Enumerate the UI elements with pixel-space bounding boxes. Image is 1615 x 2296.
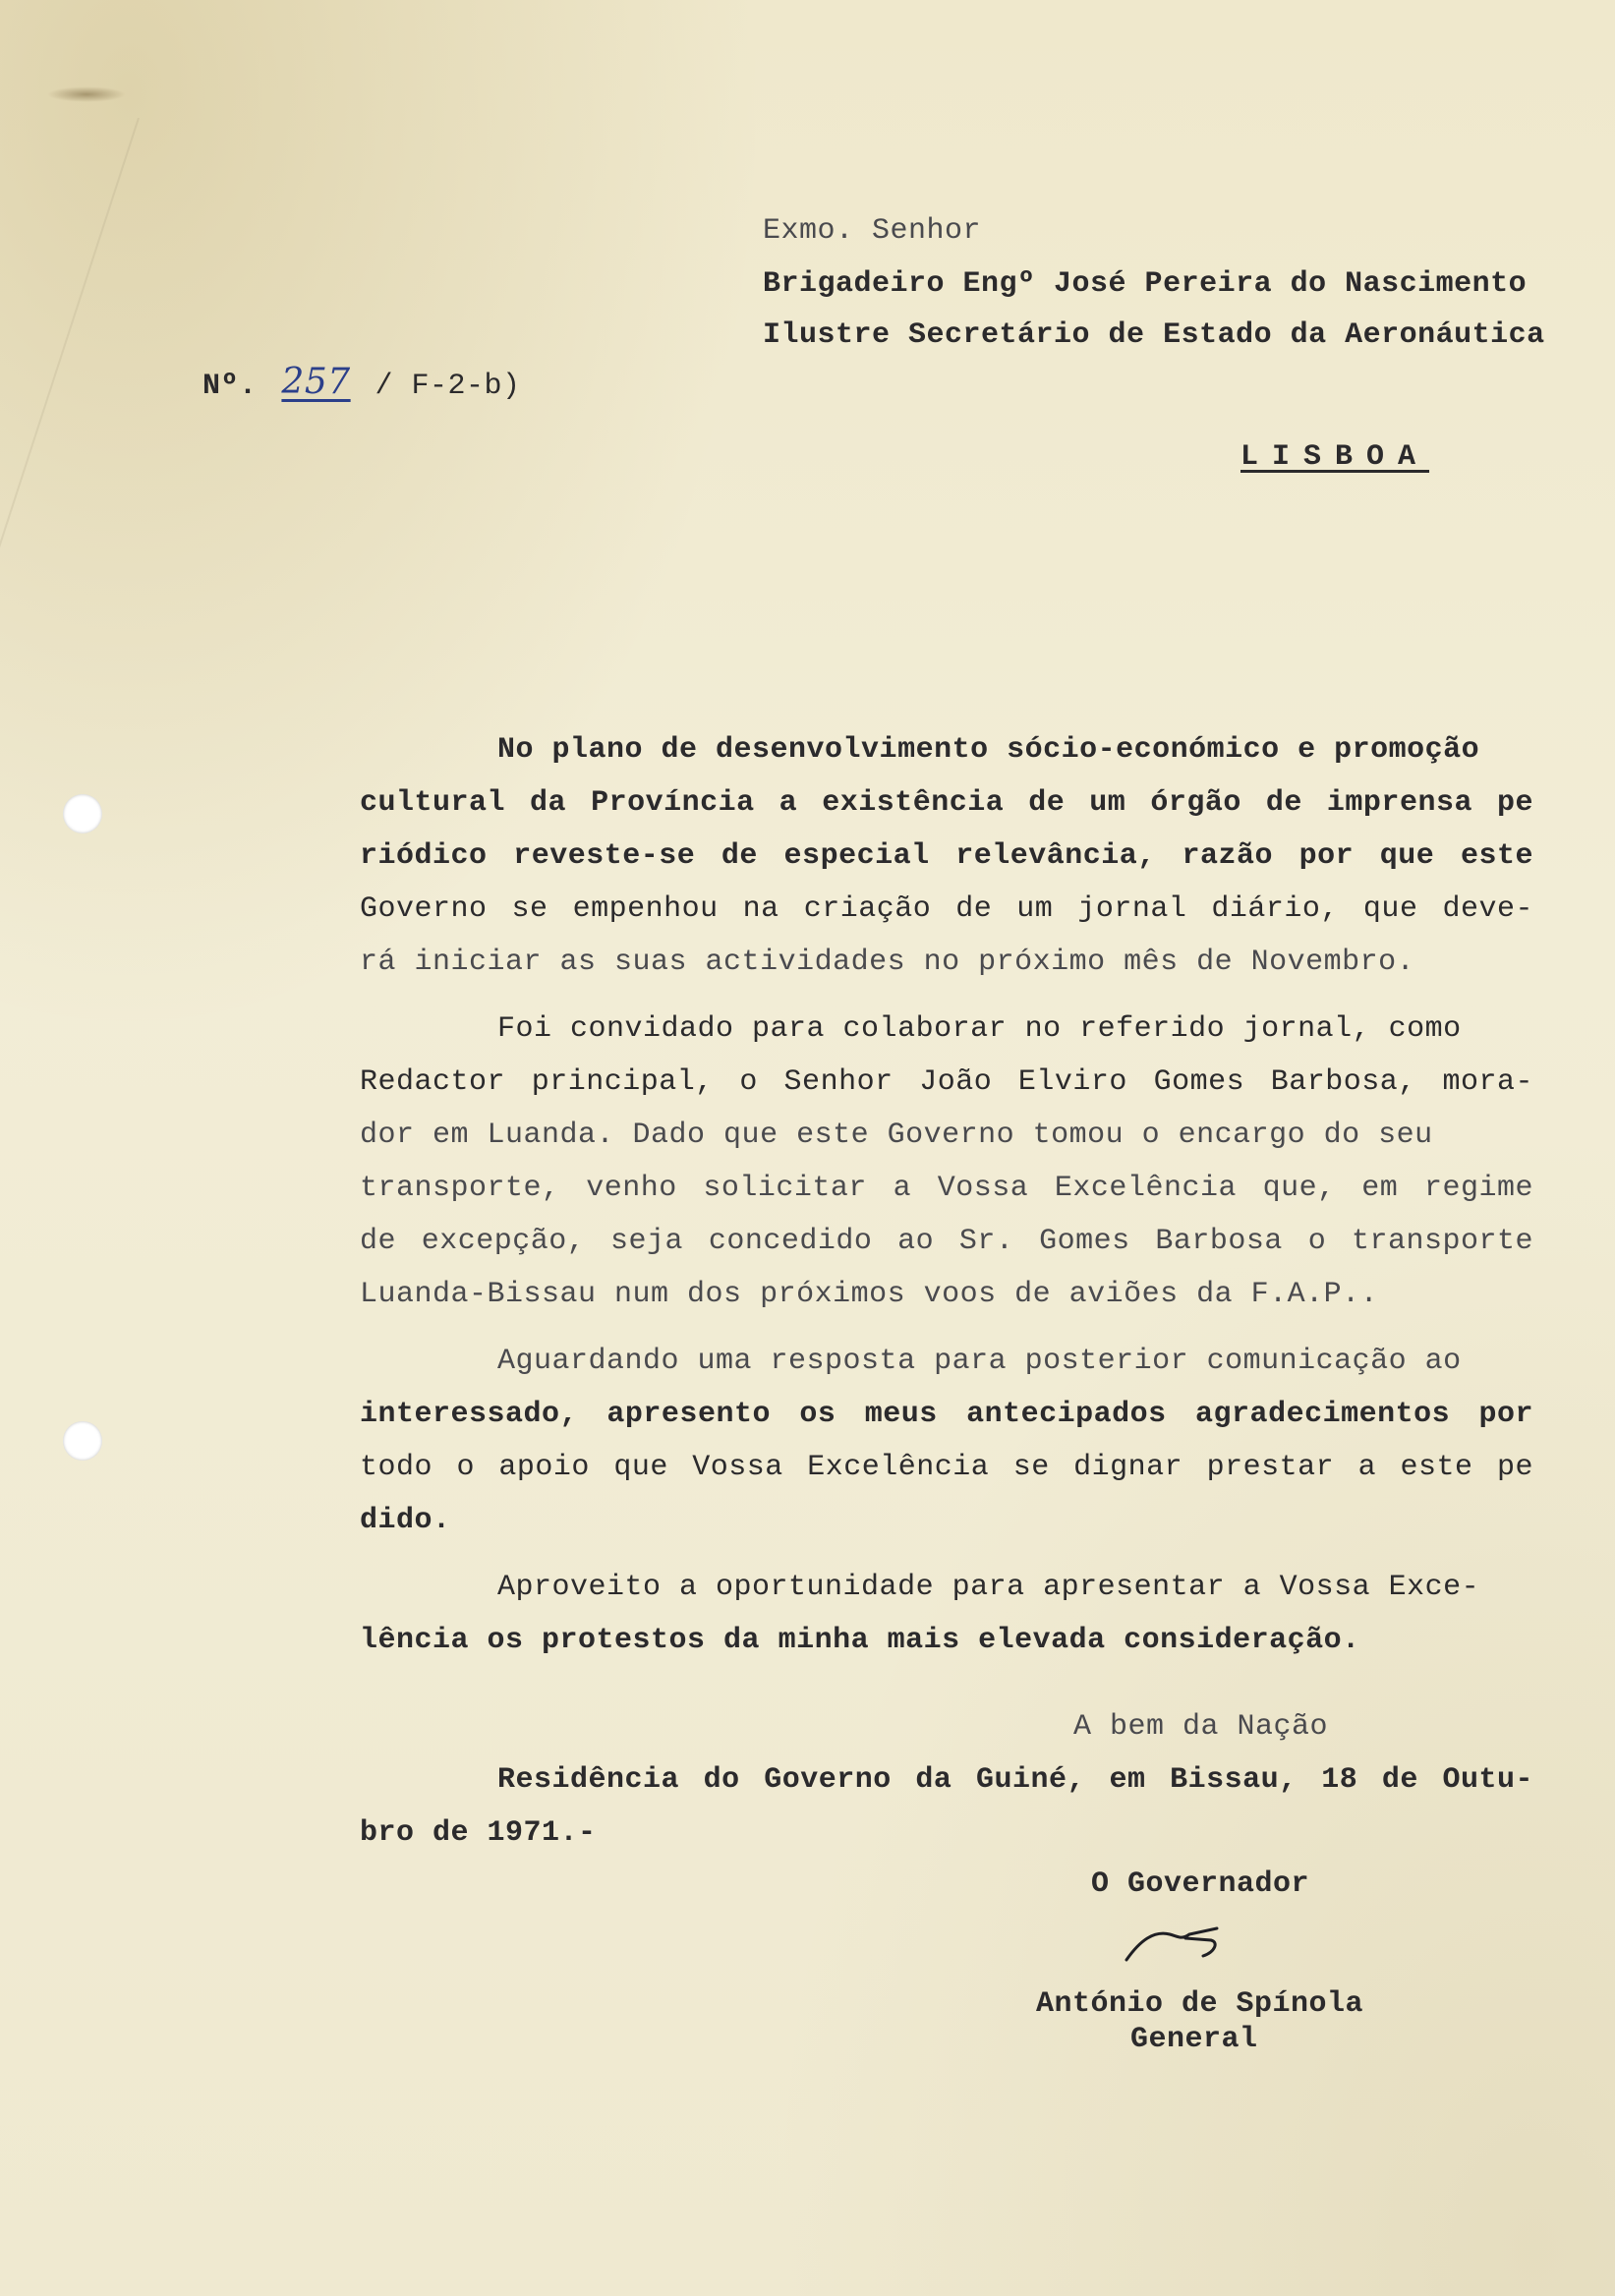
paper-fold [0,118,140,642]
body-line: Luanda-Bissau num dos próximos voos de aviões da F.A.P.. [360,1278,1379,1311]
closing-place-date: Residência do Governo da Guiné, em Bissau, 18 de Outu- [497,1763,1533,1797]
punch-hole-icon [63,794,102,833]
body-line: cultural da Província a existência de um órgão de imprensa pe [360,786,1533,820]
body-line: interessado, apresento os meus antecipados agradecimentos por [360,1398,1533,1431]
body-line: lência os protestos da minha mais elevada consideração. [360,1624,1360,1657]
body-line: Aproveito a oportunidade para apresentar a Vossa Exce- [497,1571,1480,1604]
body-line: dor em Luanda. Dado que este Governo tomou o encargo do seu [360,1119,1433,1152]
body-line: Aguardando uma resposta para posterior comunicação ao [497,1345,1462,1378]
punch-hole-icon [63,1421,102,1461]
body-line: dido. [360,1504,451,1537]
body-line: riódico reveste-se de especial relevância, razão por que este [360,839,1533,873]
signature-mark [1121,1911,1248,1970]
signer-name: António de Spínola [1036,1987,1364,2021]
closing-motto: A bem da Nação [1073,1710,1329,1744]
body-line: Governo se empenhou na criação de um jornal diário, que deve- [360,892,1533,926]
reference-code: / F-2-b) [375,370,521,403]
reference-number: 257 [281,362,351,402]
addressee-title: Ilustre Secretário de Estado da Aeronáutica [763,318,1545,352]
body-line: de excepção, seja concedido ao Sr. Gomes Barbosa o transporte [360,1225,1533,1258]
body-line: transporte, venho solicitar a Vossa Excelência que, em regime [360,1172,1533,1205]
body-line: No plano de desenvolvimento sócio-económico e promoção [497,733,1480,767]
body-line: rá iniciar as suas actividades no próximo mês de Novembro. [360,946,1415,979]
reference-line [130,338,521,430]
reference-prefix: Nº. [202,370,258,403]
closing-date: bro de 1971.- [360,1816,597,1850]
addressee-name: Brigadeiro Engº José Pereira do Nascimento [763,267,1528,301]
body-line: Redactor principal, o Senhor João Elviro Gomes Barbosa, mora- [360,1065,1533,1099]
closing-role: O Governador [1091,1867,1310,1901]
signer-rank: General [1130,2023,1258,2056]
body-line: todo o apoio que Vossa Excelência se dignar prestar a este pe [360,1451,1533,1484]
body-line: Foi convidado para colaborar no referido jornal, como [497,1012,1462,1046]
addressee-city: LISBOA [1240,440,1430,474]
stain-mark [47,86,126,102]
addressee-salutation: Exmo. Senhor [763,214,982,248]
